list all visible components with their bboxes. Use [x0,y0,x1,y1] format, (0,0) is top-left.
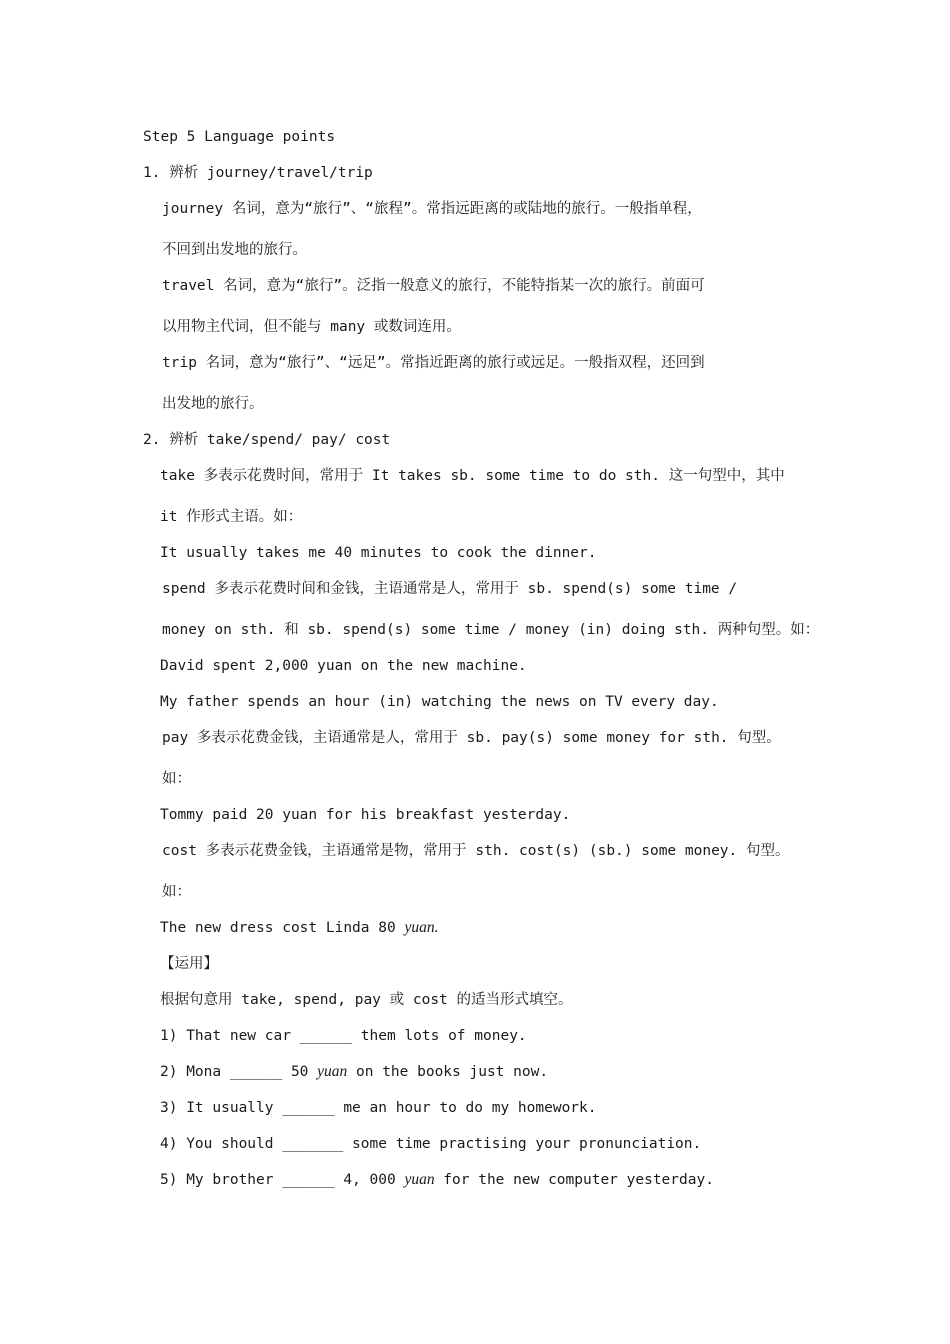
travel-line-1: travel 名词，意为“旅行”。泛指一般意义的旅行，不能特指某一次的旅行。前面可 [162,278,705,294]
take-line-1: take 多表示花费时间，常用于 It takes sb. some time to do sth. 这一句型中，其中 [160,468,785,484]
trip-line-1: trip 名词，意为“旅行”、“远足”。常指近距离的旅行或远足。一般指双程，还回到 [162,355,705,371]
pay-line-2: 如： [162,771,191,787]
question-5 [160,1170,714,1190]
section2-title: 2. 辨析 take/spend/ pay/ cost [143,432,391,448]
question-1: 1) That new car ______ them lots of money. [160,1028,527,1044]
question-4: 4) You should _______ some time practising your pronunciation. [160,1136,702,1152]
spend-line-1: spend 多表示花费时间和金钱，主语通常是人，常用于 sb. spend(s) some time / [162,581,738,597]
question-5-text-a: 5) My brother ______ 4, 000 [160,1172,405,1188]
take-example: It usually takes me 40 minutes to cook the dinner. [160,545,597,561]
section1-title: 1. 辨析 journey/travel/trip [143,165,373,181]
pay-line-1: pay 多表示花费金钱，主语通常是人，常用于 sb. pay(s) some money for sth. 句型。 [162,730,781,746]
question-3: 3) It usually ______ me an hour to do my homework. [160,1100,597,1116]
exercise-instruction: 根据句意用 take, spend, pay 或 cost 的适当形式填空。 [160,992,573,1008]
spend-example-1: David spent 2,000 yuan on the new machine. [160,658,527,674]
trip-line-2: 出发地的旅行。 [162,396,264,412]
travel-line-2: 以用物主代词，但不能与 many 或数词连用。 [162,319,461,335]
spend-line-2: money on sth. 和 sb. spend(s) some time / money (in) doing sth. 两种句型。如： [162,622,820,638]
question-2-text-c: on the books just now. [347,1064,549,1080]
question-5-yuan: yuan [404,1171,435,1188]
cost-example [160,918,438,938]
spend-example-2: My father spends an hour (in) watching the news on TV every day. [160,694,719,710]
cost-example-text: The new dress cost Linda 80 [160,920,405,936]
cost-line-2: 如： [162,884,191,900]
journey-line-1: journey 名词，意为“旅行”、“旅程”。常指远距离的或陆地的旅行。一般指单程， [162,201,702,217]
question-2-yuan: yuan [317,1063,348,1080]
cost-line-1: cost 多表示花费金钱，主语通常是物，常用于 sth. cost(s) (sb.) some money. 句型。 [162,843,790,859]
journey-line-2: 不回到出发地的旅行。 [162,242,307,258]
exercise-title: 【运用】 [160,956,218,972]
take-line-2: it 作形式主语。如： [160,509,303,525]
section-heading: Step 5 Language points [143,129,336,145]
question-2 [160,1062,548,1082]
question-5-text-c: for the new computer yesterday. [434,1172,714,1188]
pay-example: Tommy paid 20 yuan for his breakfast yesterday. [160,807,571,823]
cost-example-yuan: yuan. [404,919,439,936]
question-2-text-a: 2) Mona ______ 50 [160,1064,318,1080]
